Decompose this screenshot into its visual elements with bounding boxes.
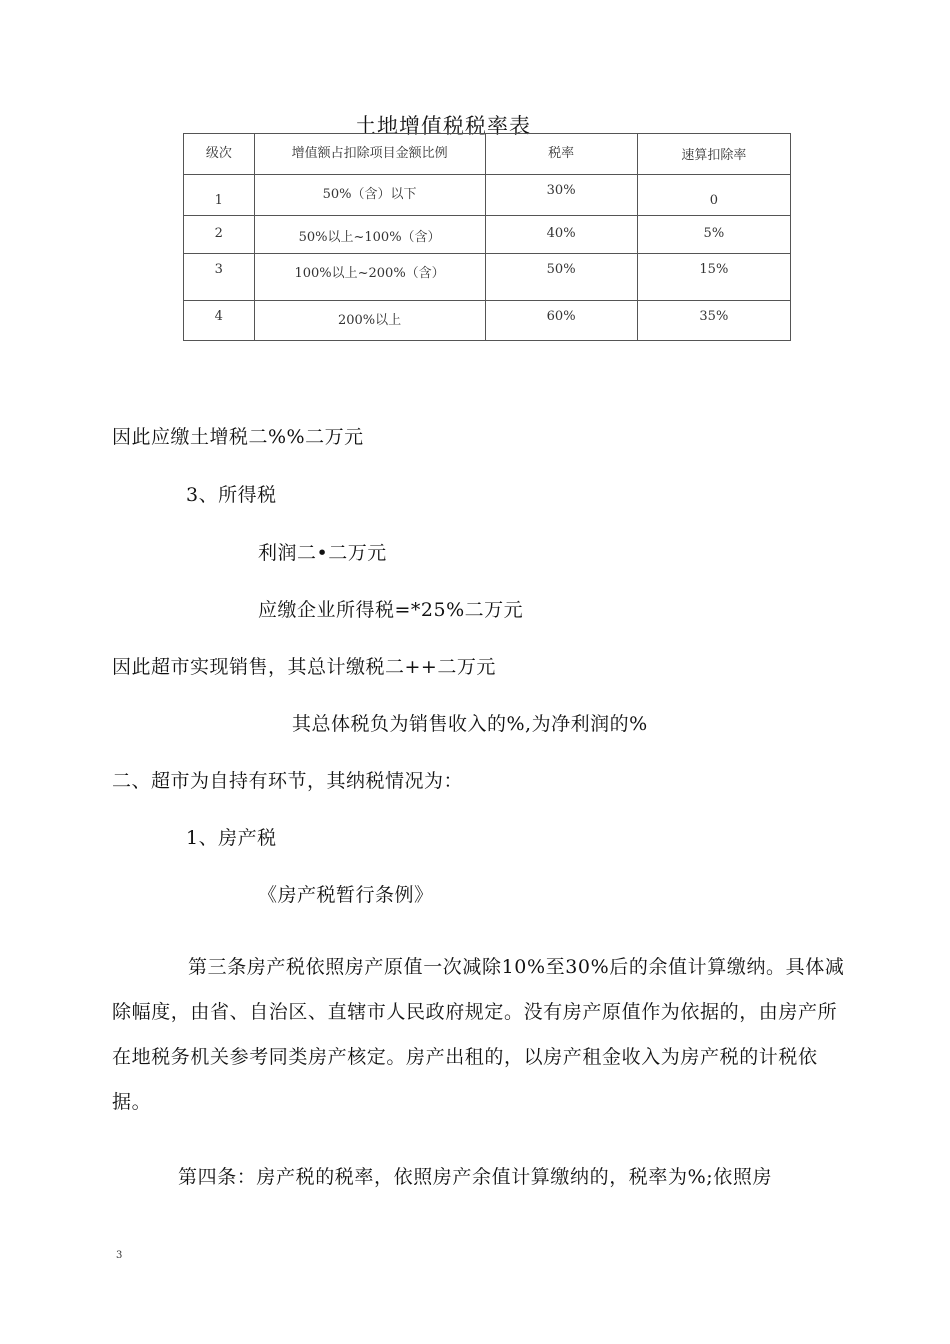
table-cell: 4: [184, 301, 255, 341]
table-cell: 50%（含）以下: [254, 175, 485, 216]
table-cell: 35%: [637, 301, 790, 341]
table-cell: 15%: [637, 254, 790, 301]
table-cell: 100%以上~200%（含）: [254, 254, 485, 301]
tax-rate-table: [183, 133, 791, 341]
heading-income-tax: 3、所得税: [186, 484, 277, 506]
table-cell: 0: [637, 175, 790, 216]
text-line-profit: 利润二•二万元: [258, 542, 387, 564]
table-cell: 1: [184, 175, 255, 216]
paragraph-article-3: 第三条房产税依照房产原值一次减除10%至30%后的余值计算缴纳。具体减除幅度，由省、自治区、直辖市人民政府规定。没有房产原值作为依据的，由房产所在地税务机关参考同类房产核定。房产出租的，以房产租金收入为房产税的计税依据。: [112, 956, 845, 1113]
table-row: [184, 175, 791, 216]
table-row: [184, 254, 791, 301]
table-cell: 50%以上~100%（含）: [254, 216, 485, 254]
table-cell: 30%: [485, 175, 637, 216]
header-cell: 速算扣除率: [637, 134, 790, 175]
table-row: [184, 301, 791, 341]
text-line-land-tax: 因此应缴土增税二%%二万元: [112, 426, 364, 448]
table-title: 土地增值税税率表: [355, 114, 531, 138]
header-cell: 级次: [184, 134, 255, 175]
table-cell: 50%: [485, 254, 637, 301]
text-line-income-tax: 应缴企业所得税=*25%二万元: [258, 599, 524, 621]
table-cell: 40%: [485, 216, 637, 254]
text-line-tax-burden: 其总体税负为销售收入的%,为净利润的%: [292, 713, 648, 735]
table-cell: 5%: [637, 216, 790, 254]
heading-property-tax: 1、房产税: [186, 827, 277, 849]
table-header-row: [184, 134, 791, 175]
page-number: 3: [116, 1250, 123, 1261]
table-row: [184, 216, 791, 254]
section-heading-holding: 二、超市为自持有环节，其纳税情况为：: [112, 770, 464, 792]
table-cell: 3: [184, 254, 255, 301]
text-line-total-tax: 因此超市实现销售，其总计缴税二++二万元: [112, 656, 496, 678]
table-cell: 200%以上: [254, 301, 485, 341]
table-cell: 2: [184, 216, 255, 254]
header-cell: 税率: [485, 134, 637, 175]
paragraph-article-4: 第四条：房产税的税率，依照房产余值计算缴纳的，税率为%;依照房: [178, 1166, 773, 1188]
regulation-title: 《房产税暂行条例》: [258, 884, 434, 906]
header-cell: 增值额占扣除项目金额比例: [254, 134, 485, 175]
table-cell: 60%: [485, 301, 637, 341]
